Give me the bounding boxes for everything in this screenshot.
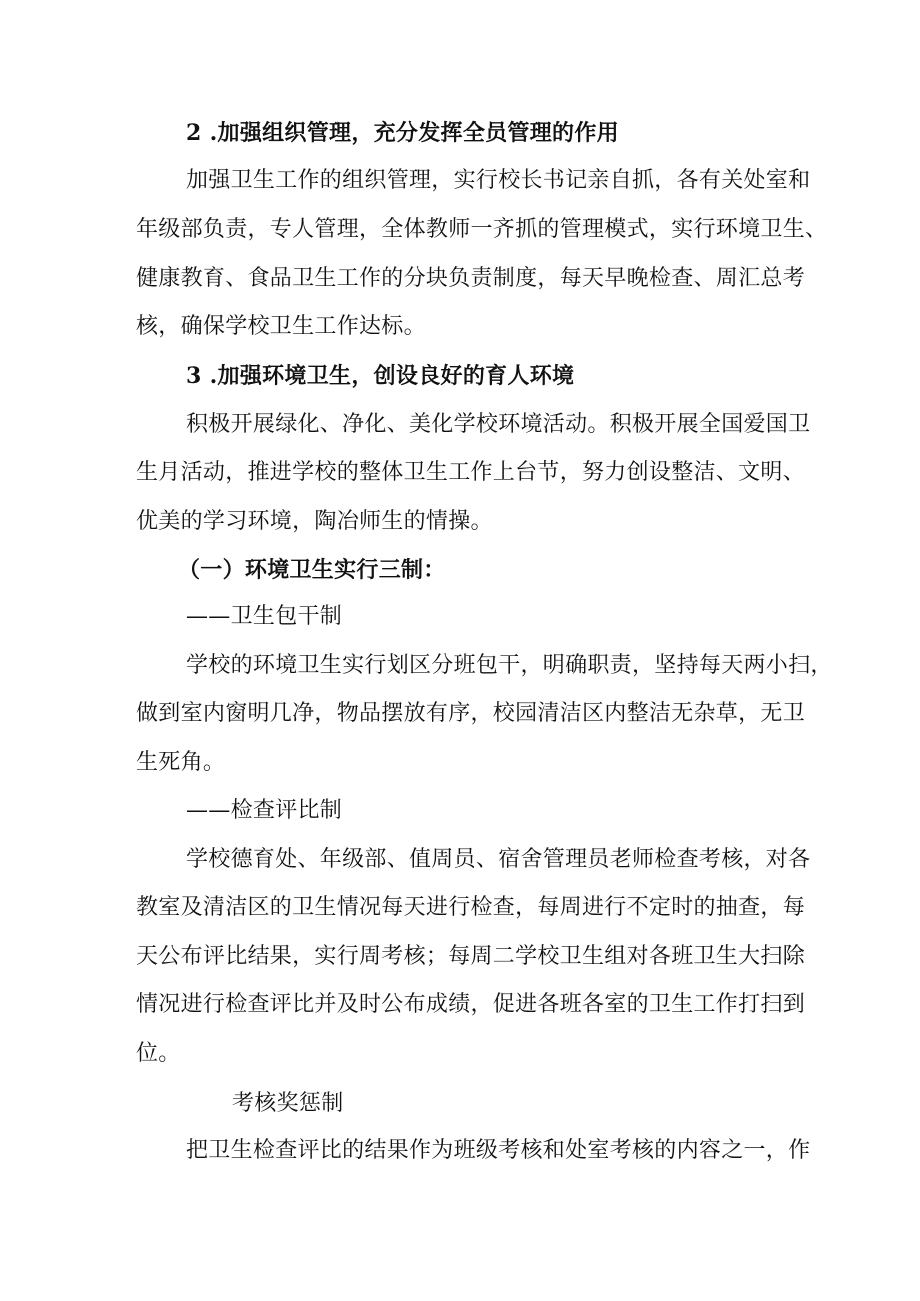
paragraph-line: 优美的学习环境，陶冶师生的情操。 — [136, 509, 493, 534]
paragraph-line: 健康教育、食品卫生工作的分块负责制度，每天早晚检查、周汇总考 — [136, 266, 806, 291]
paragraph-line: 生死角。 — [136, 750, 226, 775]
subsection-heading-1: （一）环境卫生实行三制： — [178, 557, 446, 583]
paragraph-line: 把卫生检查评比的结果作为班级考核和处室考核的内容之一，作 — [186, 1138, 811, 1163]
paragraph-line: 教室及清洁区的卫生情况每天进行检查，每周进行不定时的抽查，每 — [136, 895, 806, 920]
paragraph-line: 做到室内窗明几净，物品摆放有序，校园清洁区内整洁无杂草，无卫 — [136, 701, 806, 726]
paragraph-line: 年级部负责，专人管理，全体教师一齐抓的管理模式，实行环境卫生、 — [136, 217, 828, 242]
system-title-2: ——检查评比制 — [186, 798, 343, 823]
paragraph-line: 学校的环境卫生实行划区分班包干，明确职责，坚持每天两小扫， — [186, 653, 833, 678]
paragraph-line: 积极开展绿化、净化、美化学校环境活动。积极开展全国爱国卫 — [186, 412, 811, 437]
system-title-1: ——卫生包干制 — [186, 604, 343, 629]
section-heading-3: 3 .加强环境卫生，创设良好的育人环境 — [186, 363, 575, 389]
paragraph-line: 情况进行检查评比并及时公布成绩，促进各班各室的卫生工作打扫到 — [136, 992, 806, 1017]
section-heading-2: 2 .加强组织管理，充分发挥全员管理的作用 — [186, 120, 619, 146]
paragraph-line: 学校德育处、年级部、值周员、宿舍管理员老师检查考核，对各 — [186, 847, 811, 872]
paragraph-line: 位。 — [136, 1041, 181, 1066]
system-title-3: 考核奖惩制 — [232, 1091, 344, 1116]
paragraph-line: 核，确保学校卫生工作达标。 — [136, 314, 426, 339]
paragraph-line: 天公布评比结果，实行周考核；每周二学校卫生组对各班卫生大扫除 — [136, 944, 806, 969]
paragraph-line: 生月活动，推进学校的整体卫生工作上台节，努力创设整洁、文明、 — [136, 460, 806, 485]
paragraph-line: 加强卫生工作的组织管理，实行校长书记亲自抓，各有关处室和 — [186, 168, 811, 193]
